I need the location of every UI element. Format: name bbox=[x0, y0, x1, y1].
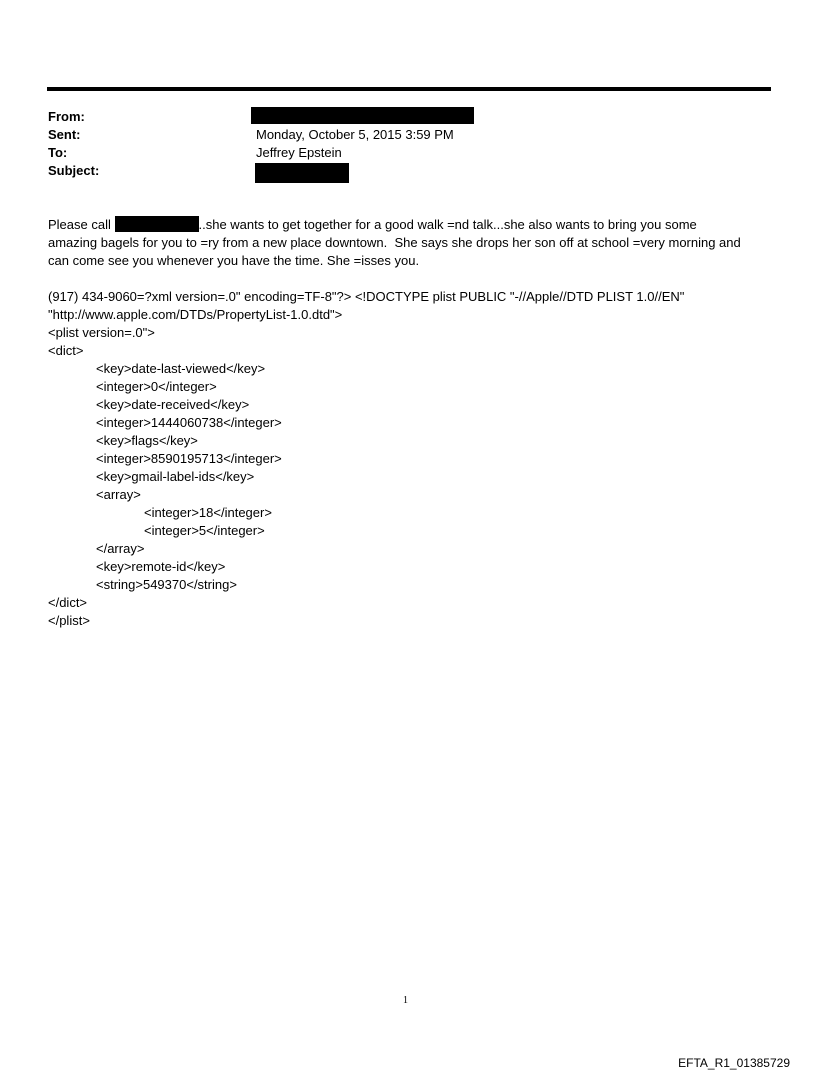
header-rule bbox=[47, 87, 771, 91]
from-label: From: bbox=[48, 109, 85, 124]
plist-header-line-2: "http://www.apple.com/DTDs/PropertyList-1.0.dtd"> bbox=[48, 307, 343, 322]
message-prefix: Please call bbox=[48, 217, 111, 232]
to-label: To: bbox=[48, 145, 68, 160]
plist-line: <plist version=.0"> bbox=[48, 325, 155, 340]
plist-line: <string>549370</string> bbox=[96, 577, 237, 592]
from-redaction bbox=[251, 107, 474, 124]
message-line-1 bbox=[48, 216, 697, 234]
plist-line: <key>date-received</key> bbox=[96, 397, 250, 412]
plist-line: <key>flags</key> bbox=[96, 433, 198, 448]
message-line-2: amazing bagels for you to =ry from a new place downtown. She says she drops her son off at school =very morning and bbox=[48, 235, 741, 250]
plist-line: <integer>1444060738</integer> bbox=[96, 415, 282, 430]
sent-label: Sent: bbox=[48, 127, 81, 142]
to-value: Jeffrey Epstein bbox=[256, 145, 342, 160]
plist-header-line-1: (917) 434-9060=?xml version=.0" encoding=TF-8"?> <!DOCTYPE plist PUBLIC "-//Apple//DTD PLIST 1.0//EN" bbox=[48, 289, 685, 304]
plist-line: <integer>0</integer> bbox=[96, 379, 217, 394]
plist-line: <integer>8590195713</integer> bbox=[96, 451, 282, 466]
plist-line: </array> bbox=[96, 541, 145, 556]
plist-line: <key>date-last-viewed</key> bbox=[96, 361, 266, 376]
plist-line: </plist> bbox=[48, 613, 90, 628]
message-line-3: can come see you whenever you have the time. She =isses you. bbox=[48, 253, 420, 268]
subject-redaction bbox=[255, 163, 349, 183]
plist-line: <array> bbox=[96, 487, 141, 502]
plist-line: <key>remote-id</key> bbox=[96, 559, 226, 574]
name-redaction bbox=[115, 216, 199, 232]
message-line-1-rest: ..she wants to get together for a good walk =nd talk...she also wants to bring you some bbox=[198, 217, 697, 232]
plist-line: <key>gmail-label-ids</key> bbox=[96, 469, 255, 484]
subject-label: Subject: bbox=[48, 163, 100, 178]
plist-line: <integer>18</integer> bbox=[144, 505, 272, 520]
page-number: 1 bbox=[403, 995, 408, 1006]
sent-value: Monday, October 5, 2015 3:59 PM bbox=[256, 127, 454, 142]
document-id: EFTA_R1_01385729 bbox=[678, 1056, 790, 1070]
plist-line: </dict> bbox=[48, 595, 88, 610]
plist-line: <integer>5</integer> bbox=[144, 523, 265, 538]
plist-line: <dict> bbox=[48, 343, 84, 358]
